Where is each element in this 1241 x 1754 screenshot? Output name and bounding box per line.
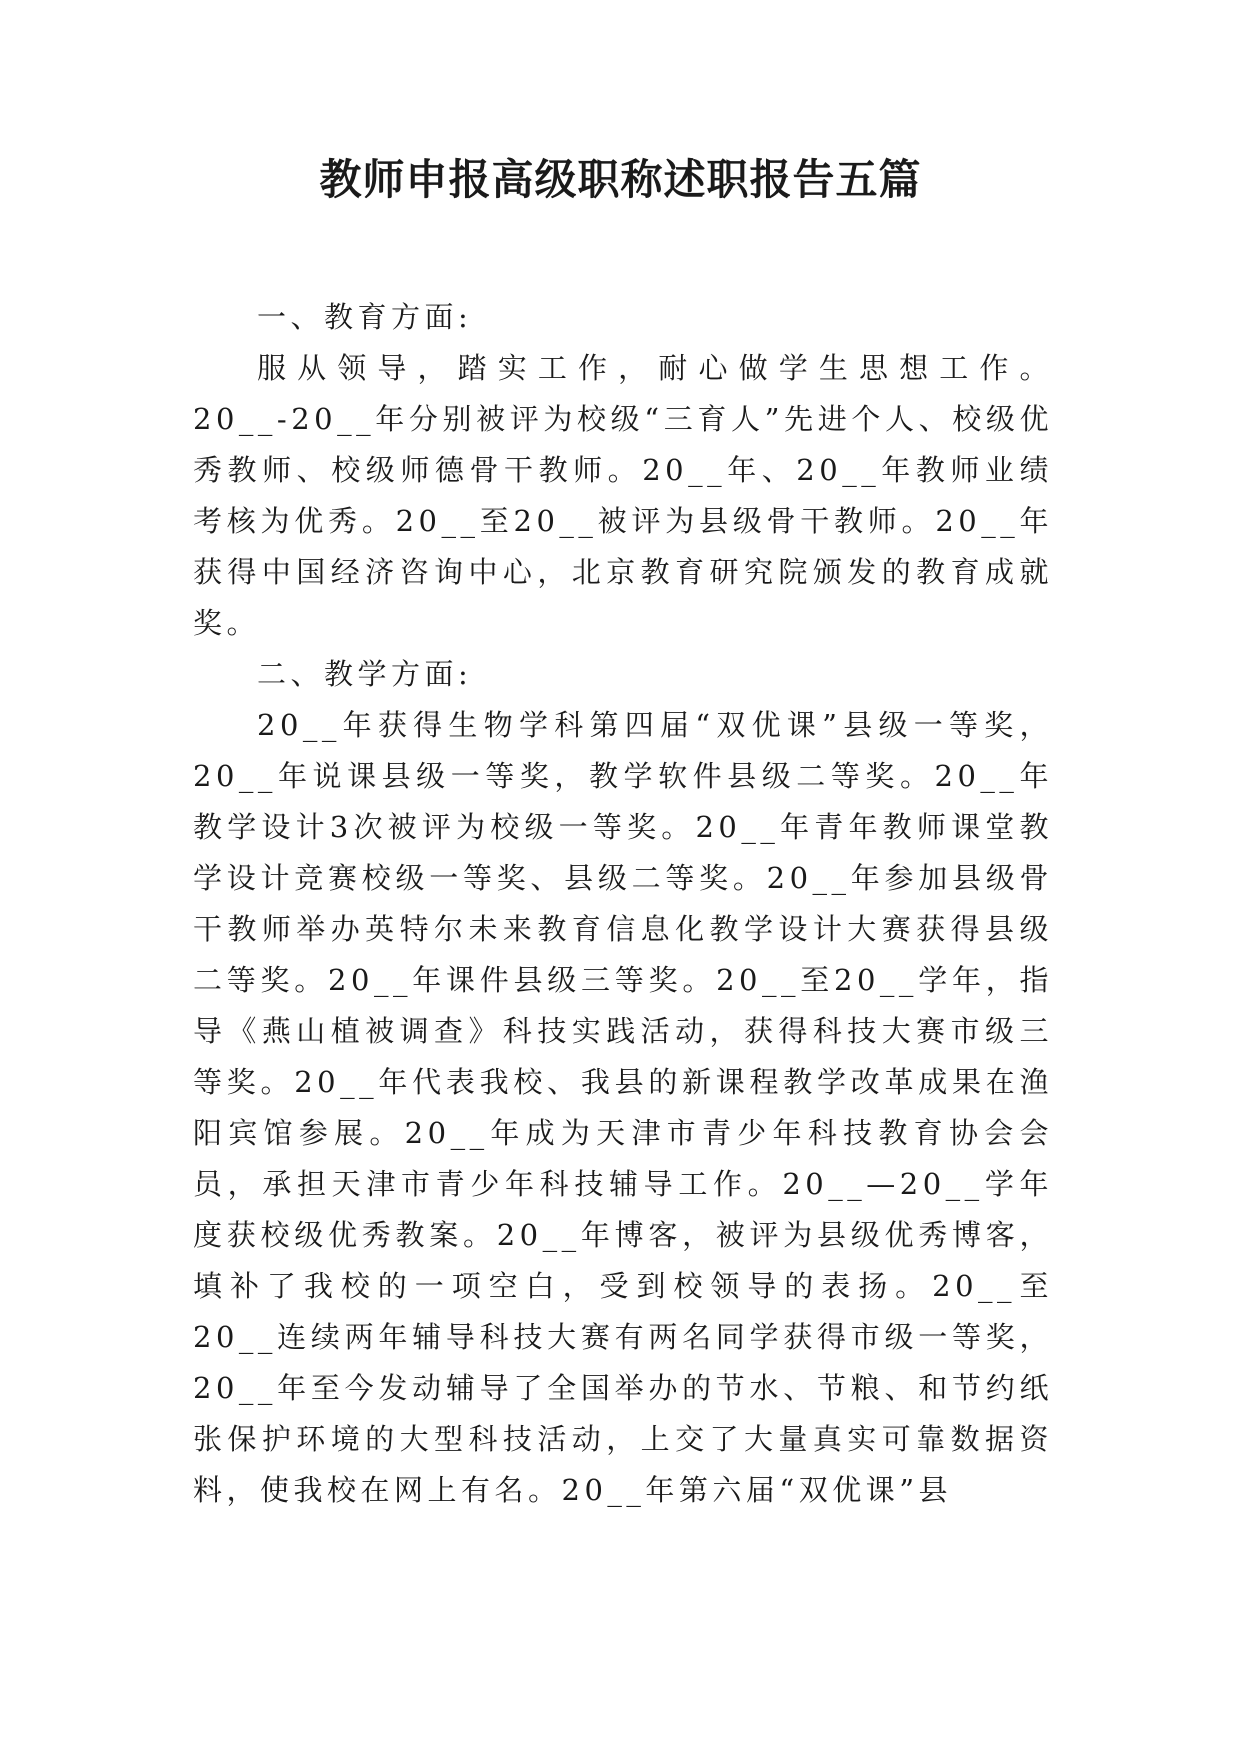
document-title: 教师申报高级职称述职报告五篇 <box>319 155 922 204</box>
paragraph-education: 服从领导，踏实工作，耐心做学生思想工作。20__-20__年分别被评为校级“三育人”先进个人、校级优秀教师、校级师德骨干教师。20__年、20__年教师业绩考核为优秀。20__至20__被评为县级骨干教师。20__年获得中国经济咨询中心，北京教育研究院颁发的教育成就奖。 <box>193 351 1053 640</box>
document-body <box>193 292 1053 1516</box>
paragraph-teaching: 20__年获得生物学科第四届“双优课”县级一等奖，20__年说课县级一等奖，教学软件县级二等奖。20__年教学设计3次被评为校级一等奖。20__年青年教师课堂教学设计竞赛校级一等奖、县级二等奖。20__年参加县级骨干教师举办英特尔未来教育信息化教学设计大赛获得县级二等奖。20__年课件县级三等奖。20__至20__学年，指导《燕山植被调查》科技实践活动，获得科技大赛市级三等奖。20__年代表我校、我县的新课程教学改革成果在渔阳宾馆参展。20__年成为天津市青少年科技教育协会会员，承担天津市青少年科技辅导工作。20__—20__学年度获校级优秀教案。20__年博客，被评为县级优秀博客，填补了我校的一项空白，受到校领导的表扬。20__至20__连续两年辅导科技大赛有两名同学获得市级一等奖，20__年至今发动辅导了全国举办的节水、节粮、和节约纸张保护环境的大型科技活动，上交了大量真实可靠数据资料，使我校在网上有名。20__年第六届“双优课”县 <box>193 708 1053 1507</box>
section-heading-education: 一、教育方面: <box>257 300 473 334</box>
section-heading-teaching: 二、教学方面: <box>257 657 473 691</box>
